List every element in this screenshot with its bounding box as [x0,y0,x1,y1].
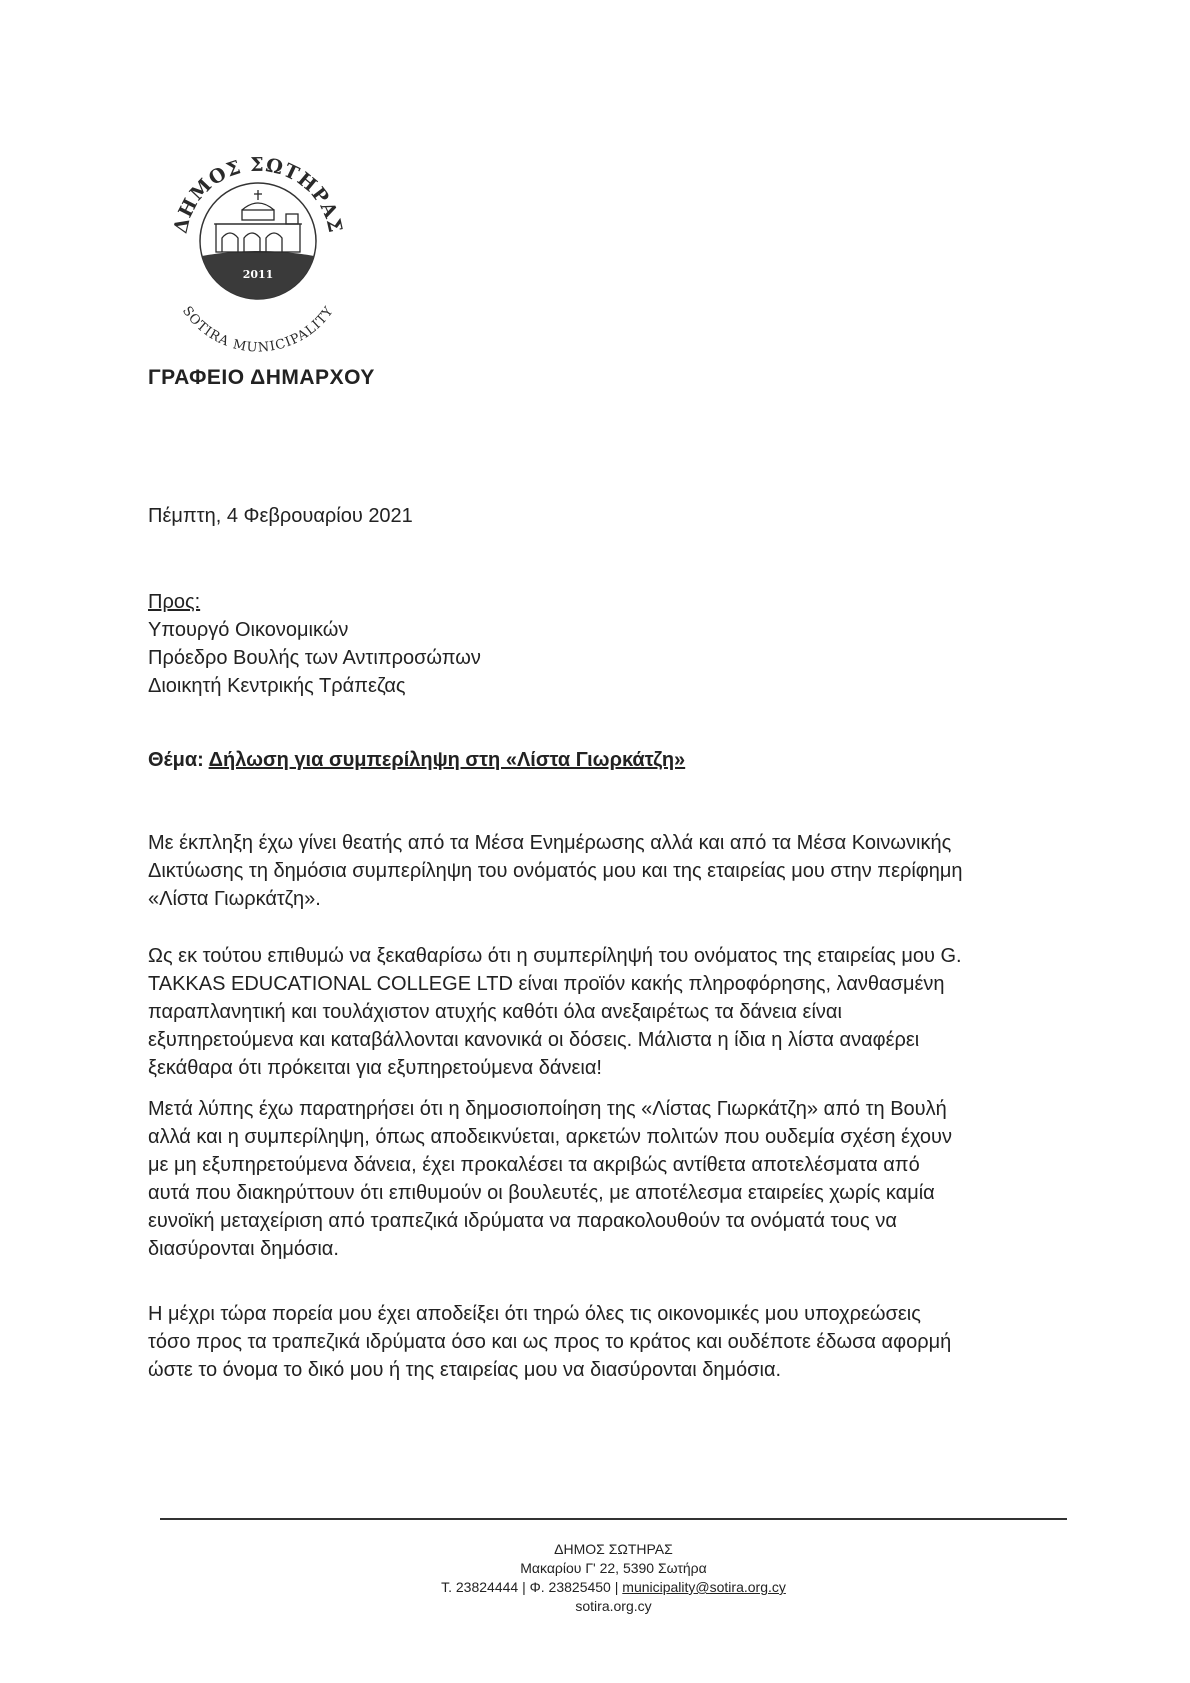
recipient-line: Υπουργό Οικονομικών [148,619,349,641]
paragraph-line: με μη εξυπηρετούμενα δάνεια, έχει προκαλέσει τα ακριβώς αντίθετα αποτελέσματα από [148,1154,920,1176]
footer-address: Μακαρίου Γ' 22, 5390 Σωτήρα [520,1560,707,1576]
footer [160,1540,1067,1616]
paragraph-line: Με έκπληξη έχω γίνει θεατής από τα Μέσα Ενημέρωσης αλλά και από τα Μέσα Κοινωνικής [148,832,952,854]
footer-contact [160,1578,1067,1597]
paragraph-line: εξυπηρετούμενα και καταβάλλονται κανονικά οι δόσεις. Μάλιστα η ίδια η λίστα αναφέρει [148,1029,920,1051]
paragraph-line: Μετά λύπης έχω παρατηρήσει ότι η δημοσιοποίηση της «Λίστας Γιωρκάτζη» από τη Βουλή [148,1098,947,1120]
footer-separator: | [522,1579,526,1595]
paragraph-line: αυτά που διακηρύττουν ότι επιθυμούν οι βουλευτές, με αποτέλεσμα εταιρείες χωρίς καμία [148,1182,935,1204]
paragraph-line: διασύρονται δημόσια. [148,1238,339,1260]
footer-email-link[interactable]: municipality@sotira.org.cy [622,1579,786,1595]
paragraph-line: Η μέχρι τώρα πορεία μου έχει αποδείξει ότι τηρώ όλες τις οικονομικές μου υποχρεώσεις [148,1303,921,1325]
paragraph-line: αλλά και η συμπερίληψη, όπως αποδεικνύεται, αρκετών πολιτών που ουδεμία σχέση έχουν [148,1126,952,1148]
svg-text:SOTIRA MUNICIPALITY: SOTIRA MUNICIPALITY [178,303,338,356]
paragraph-line: «Λίστα Γιωρκάτζη». [148,888,321,910]
paragraph-3 [148,1095,1048,1263]
paragraph-line: TAKKAS EDUCATIONAL COLLEGE LTD είναι προϊόν κακής πληροφόρησης, λανθασμένη [148,973,945,995]
subject-text: Δήλωση για συμπερίληψη στη «Λίστα Γιωρκάτζη» [208,749,686,771]
paragraph-line: ξεκάθαρα ότι πρόκειται για εξυπηρετούμενα δάνεια! [148,1057,602,1079]
sotira-municipality-logo [158,138,358,363]
paragraph-line: ευνοϊκή μεταχείριση από τραπεζικά ιδρύματα να παρακολουθούν τα ονόματά τους να [148,1210,897,1232]
paragraph-4 [148,1300,1048,1384]
footer-separator: | [614,1579,619,1595]
logo-year: 2011 [242,268,274,281]
recipients-label: Προς: [148,591,201,613]
svg-text:ΔΗΜΟΣ ΣΩΤΗΡΑΣ: ΔΗΜΟΣ ΣΩΤΗΡΑΣ [169,153,347,236]
footer-name: ΔΗΜΟΣ ΣΩΤΗΡΑΣ [554,1541,673,1557]
letter-date: Πέμπτη, 4 Φεβρουαρίου 2021 [148,505,413,527]
footer-divider [160,1518,1067,1520]
paragraph-line: τόσο προς τα τραπεζικά ιδρύματα όσο και ως προς το κράτος και ουδέποτε έδωσα αφορμή [148,1331,952,1353]
subject-label: Θέμα: [148,749,204,771]
paragraph-2 [148,942,1048,1082]
subject-line [148,749,685,772]
paragraph-line: ώστε το όνομα το δικό μου ή της εταιρείας μου να διασύρονται δημόσια. [148,1359,782,1381]
paragraph-line: Ως εκ τούτου επιθυμώ να ξεκαθαρίσω ότι η συμπερίληψή του ονόματος της εταιρείας μου G. [148,945,962,967]
paragraph-line: παραπλανητική και τουλάχιστον ατυχής καθότι όλα ανεξαιρέτως τα δάνεια είναι [148,1001,842,1023]
footer-fax: Φ. 23825450 [529,1579,611,1595]
office-title: ΓΡΑΦΕΙΟ ΔΗΜΑΡΧΟΥ [148,366,375,389]
paragraph-1 [148,829,1048,913]
footer-website-link[interactable]: sotira.org.cy [575,1598,652,1614]
recipient-line: Διοικητή Κεντρικής Τράπεζας [148,675,406,697]
footer-phone: Τ. 23824444 [441,1579,519,1595]
recipients-block [148,588,481,700]
paragraph-line: Δικτύωσης τη δημόσια συμπερίληψη του ονόματός μου και της εταιρείας μου στην περίφημη [148,860,963,882]
recipient-line: Πρόεδρο Βουλής των Αντιπροσώπων [148,647,481,669]
